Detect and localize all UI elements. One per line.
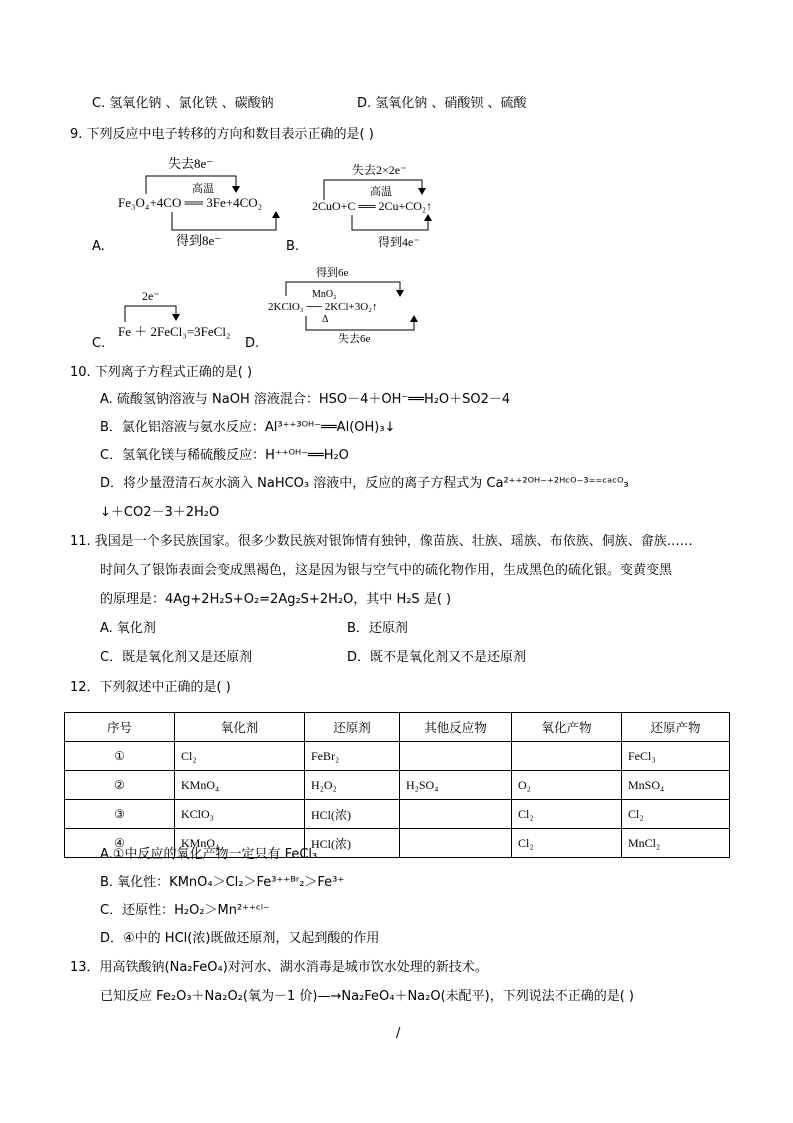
q9-b-equation: 2CuO+C ══ 2Cu+CO₂↑	[312, 199, 433, 213]
q9-c-arrowhead	[172, 314, 180, 321]
table-cell: ②	[65, 771, 175, 800]
q9-stem: 9. 下列反应中电子转移的方向和数目表示正确的是( )	[70, 127, 374, 142]
q9-c-top-label: 2e⁻	[142, 289, 160, 303]
q9-d-bottom-label: 失去6e	[338, 333, 371, 345]
q9-c-bracket	[125, 306, 176, 322]
q9-d-equation: 2KClO₃ ── 2KCl+3O₂↑	[268, 301, 378, 313]
table-cell: Cl₂	[512, 829, 622, 858]
q9-a-bottom-label: 得到8e⁻	[176, 233, 222, 248]
q9-d-top-arrowhead	[396, 290, 404, 297]
q9-option-d-label: D.	[245, 336, 260, 351]
table-cell: KClO₃	[175, 800, 305, 829]
table-cell: H₂O₂	[305, 771, 400, 800]
q8-option-c: C. 氢氧化钠 、氯化铁 、碳酸钠	[92, 96, 274, 111]
table-cell: HCl(浓)	[305, 800, 400, 829]
q10-stem: 10. 下列离子方程式正确的是( )	[70, 365, 253, 380]
table-cell: H₂SO₄	[400, 771, 512, 800]
q9-option-c-diagram	[116, 286, 266, 346]
q9-b-top-arrowhead	[418, 188, 426, 195]
q12-table	[64, 712, 730, 858]
q9-option-a-diagram	[116, 152, 296, 248]
table-cell: KMnO₄	[175, 829, 305, 858]
q11-option-d: D．既不是氧化剂又不是还原剂	[347, 650, 527, 665]
q9-option-c-label: C.	[92, 336, 106, 351]
q11-option-c: C．既是氧化剂又是还原剂	[100, 650, 253, 665]
q9-d-bottom-arrowhead	[410, 315, 418, 322]
table-cell: Cl₂	[175, 742, 305, 771]
table-cell: Cl₂	[622, 800, 730, 829]
header-cell: 其他反应物	[400, 713, 512, 742]
header-cell: 还原产物	[622, 713, 730, 742]
header-cell: 还原剂	[305, 713, 400, 742]
header-cell: 氧化产物	[512, 713, 622, 742]
q9-a-bottom-arrowhead	[272, 211, 280, 218]
q12-option-d: D．④中的 HCl(浓)既做还原剂，又起到酸的作用	[100, 931, 380, 946]
table-cell	[400, 800, 512, 829]
q10-option-d-line2: ↓＋CO2－3＋2H₂O	[100, 505, 220, 520]
q9-c-equation: Fe ＋ 2FeCl₃=3FeCl₂	[118, 324, 231, 339]
q12-stem: 12．下列叙述中正确的是( )	[70, 680, 231, 695]
q9-a-equation: Fe₃O₄+4CO ══ 3Fe+4CO₂	[118, 195, 263, 210]
q9-option-b-label: B.	[286, 239, 300, 254]
q12-option-b: B. 氧化性：KMnO₄＞Cl₂＞Fe³⁺⁺ᴮʳ₂＞Fe³⁺	[100, 875, 345, 890]
header-cell: 序号	[65, 713, 175, 742]
q11-option-a: A. 氧化剂	[100, 621, 156, 636]
table-row	[65, 800, 730, 829]
q10-option-b: B．氯化铝溶液与氨水反应：Al³⁺⁺³ᴼᴴ⁻══Al(OH)₃↓	[100, 420, 396, 435]
q10-option-a: A. 硫酸氢钠溶液与 NaOH 溶液混合：HSO－4＋OH⁻══H₂O＋SO2－4	[100, 392, 511, 407]
q9-a-top-bracket	[146, 176, 236, 194]
table-cell	[400, 829, 512, 858]
q13-stem-line1: 13．用高铁酸钠(Na₂FeO₄)对河水、湖水消毒是城市饮水处理的新技术。	[70, 960, 488, 975]
q9-a-bottom-bracket	[172, 212, 276, 230]
q13-stem-line2: 已知反应 Fe₂O₃＋Na₂O₂(氧为－1 价)—→Na₂FeO₄＋Na₂O(未配平)，下列说法不正确的是( )	[100, 989, 635, 1004]
table-cell: HCl(浓)	[305, 829, 400, 858]
q9-d-condition-top: MnO₂	[312, 289, 337, 300]
q9-d-top-label: 得到6e	[316, 267, 349, 279]
q9-b-bottom-arrowhead	[424, 214, 432, 221]
q9-d-condition-bottom: Δ	[322, 314, 329, 325]
table-cell: MnSO₄	[622, 771, 730, 800]
table-row	[65, 742, 730, 771]
q10-option-c: C．氢氧化镁与稀硫酸反应：H⁺⁺ᴼᴴ⁻══H₂O	[100, 448, 349, 463]
page-number: /	[396, 1026, 401, 1041]
q11-stem-line2: 时间久了银饰表面会变成黑褐色，这是因为银与空气中的硫化物作用，生成黑色的硫化银。变黄变黑	[100, 563, 673, 578]
q9-option-d-diagram	[266, 264, 446, 346]
table-row	[65, 771, 730, 800]
q11-option-b: B．还原剂	[347, 621, 408, 636]
table-cell: ③	[65, 800, 175, 829]
q11-stem-line3: 的原理是：4Ag+2H₂S+O₂=2Ag₂S+2H₂O，其中 H₂S 是( )	[100, 592, 452, 607]
q10-option-d-line1: D．将少量澄清石灰水滴入 NaHCO₃ 溶液中，反应的离子方程式为 Ca²⁺⁺²ᴼᴴ⁻⁺²ᴴᶜᴼ⁻³⁼⁼ᶜᵃᶜᴼ₃	[100, 476, 629, 491]
q9-a-condition: 高温	[192, 183, 214, 195]
header-cell: 氧化剂	[175, 713, 305, 742]
q9-b-condition: 高温	[370, 186, 392, 198]
q9-b-bottom-bracket	[352, 215, 428, 230]
table-cell: ①	[65, 742, 175, 771]
table-cell: FeBr₂	[305, 742, 400, 771]
q12-option-c: C．还原性：H₂O₂＞Mn²⁺⁺ᶜˡ⁻	[100, 903, 270, 918]
q9-a-top-arrowhead	[232, 186, 240, 193]
table-cell: FeCl₃	[622, 742, 730, 771]
table-cell: Cl₂	[512, 800, 622, 829]
q9-option-b-diagram	[310, 160, 480, 250]
table-cell: ④	[65, 829, 175, 858]
q8-option-d: D. 氢氧化钠 、硝酸钡 、硫酸	[357, 96, 527, 111]
q9-d-top-bracket	[286, 282, 400, 296]
q9-option-a-label: A.	[92, 239, 105, 254]
q9-b-top-label: 失去2×2e⁻	[352, 163, 407, 177]
q11-stem-line1: 11. 我国是一个多民族国家。很多少数民族对银饰情有独钟，像苗族、壮族、瑶族、布依族、侗族、畲族……	[70, 534, 693, 549]
table-cell: O₂	[512, 771, 622, 800]
table-cell: KMnO₄	[175, 771, 305, 800]
table-cell: MnCl₂	[622, 829, 730, 858]
q9-a-top-label: 失去8e⁻	[168, 156, 214, 171]
q9-b-bottom-label: 得到4e⁻	[378, 235, 420, 249]
table-cell	[512, 742, 622, 771]
q12-option-a: A.①中反应的氧化产物一定只有 FeCl₃	[100, 847, 318, 862]
table-header-row	[65, 713, 730, 742]
table-cell	[400, 742, 512, 771]
